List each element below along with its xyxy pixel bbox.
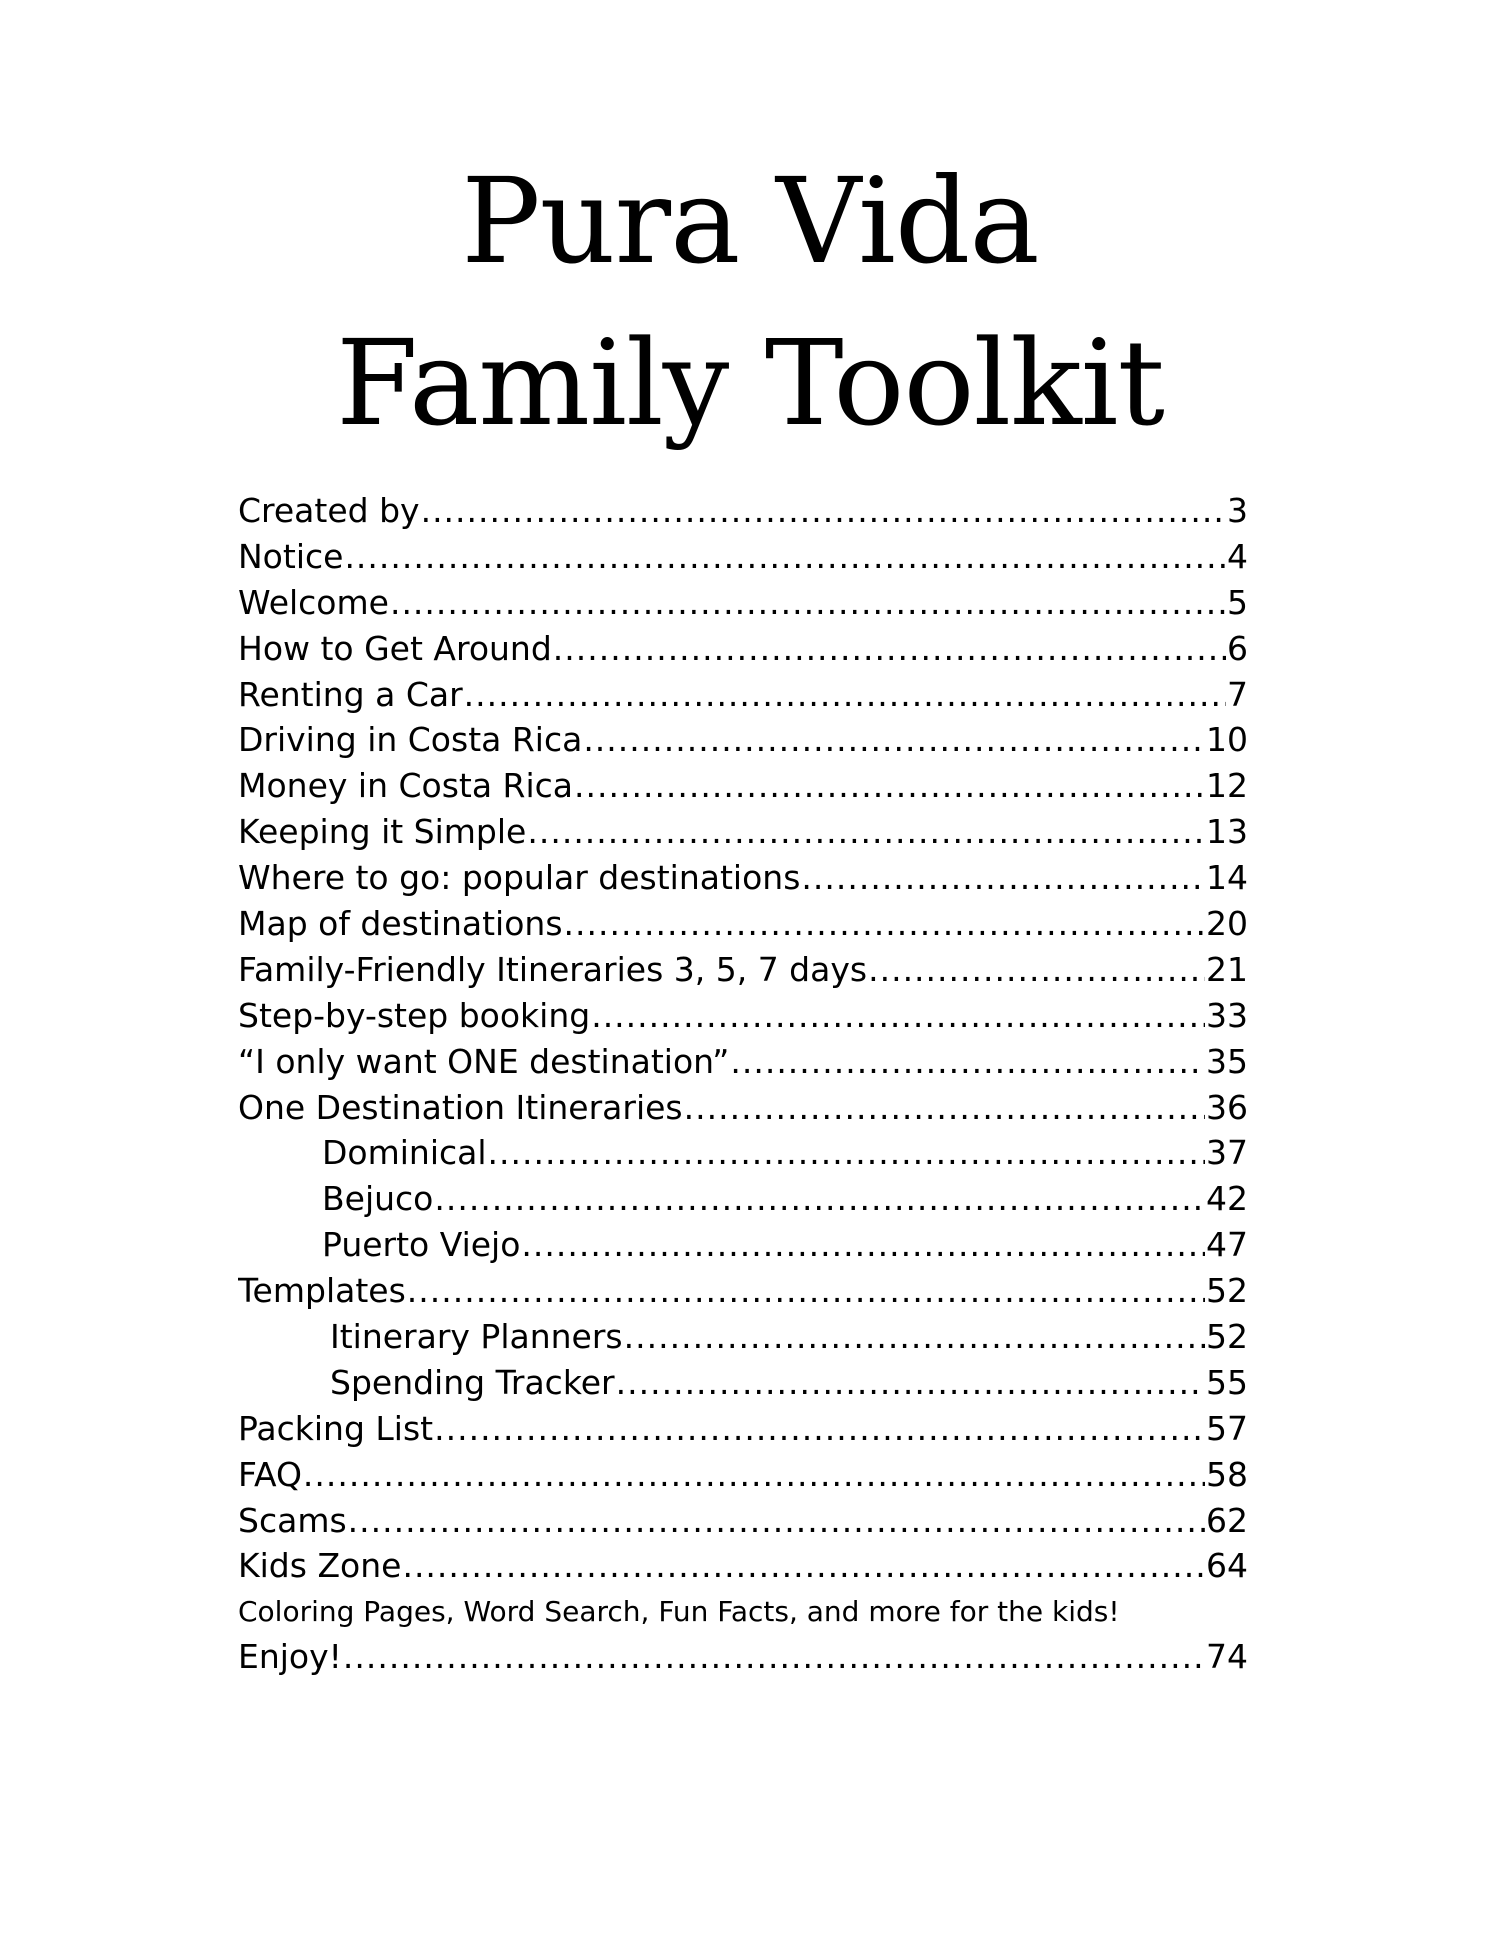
toc-leader-dots — [407, 1268, 1205, 1314]
toc-label: Welcome — [238, 582, 389, 622]
toc-page-number: 5 — [1227, 582, 1248, 622]
toc-page-number: 3 — [1227, 491, 1248, 530]
toc-label: “I only want ONE destination” — [238, 1041, 730, 1081]
toc-page-number: 37 — [1206, 1133, 1248, 1173]
toc-label: Driving in Costa Rica — [238, 720, 583, 760]
toc-entry-how-to-get-around — [238, 626, 1248, 672]
toc-page-number: 64 — [1206, 1546, 1248, 1586]
toc-entry-family-friendly-itineraries — [238, 947, 1248, 993]
toc-entry-welcome — [238, 580, 1248, 626]
toc-entry-renting-a-car — [238, 672, 1248, 718]
toc-leader-dots — [730, 1039, 1205, 1085]
toc-subentry-itinerary-planners — [238, 1314, 1248, 1360]
toc-page-number: 55 — [1206, 1362, 1248, 1402]
toc-entry-templates — [238, 1268, 1248, 1314]
toc-label: One Destination Itineraries — [238, 1087, 683, 1127]
toc-page-number: 13 — [1206, 812, 1248, 852]
toc-entry-step-by-step-booking — [238, 993, 1248, 1039]
toc-entry-created-by — [238, 488, 1248, 534]
toc-leader-dots — [344, 534, 1226, 580]
toc-page-number: 36 — [1206, 1087, 1248, 1127]
toc-leader-dots — [564, 901, 1205, 947]
toc-leader-dots — [527, 809, 1205, 855]
toc-page-number: 52 — [1206, 1271, 1248, 1311]
toc-subentry-bejuco — [238, 1176, 1248, 1222]
toc-subentry-puerto-viejo — [238, 1222, 1248, 1268]
toc-label: Money in Costa Rica — [238, 766, 574, 806]
toc-subentry-dominical — [238, 1130, 1248, 1176]
toc-label: Puerto Viejo — [322, 1225, 521, 1265]
toc-leader-dots — [402, 1543, 1205, 1589]
toc-label: Templates — [238, 1271, 406, 1311]
toc-entry-enjoy — [238, 1634, 1248, 1680]
toc-label: Keeping it Simple — [238, 812, 527, 852]
toc-leader-dots — [624, 1314, 1205, 1360]
toc-label: Renting a Car — [238, 674, 463, 714]
toc-leader-dots — [868, 947, 1205, 993]
toc-label: Packing List — [238, 1408, 434, 1448]
document-title — [0, 140, 1500, 464]
kids-zone-note: Coloring Pages, Word Search, Fun Facts, and more for the kids! — [238, 1595, 1120, 1629]
toc-leader-dots — [616, 1360, 1205, 1406]
toc-page-number: 6 — [1227, 628, 1248, 668]
toc-leader-dots — [434, 1176, 1205, 1222]
toc-leader-dots — [684, 1085, 1205, 1131]
toc-label: Map of destinations — [238, 904, 563, 944]
toc-label: Dominical — [322, 1133, 487, 1173]
toc-leader-dots — [583, 717, 1205, 763]
toc-page-number: 12 — [1206, 766, 1248, 806]
toc-leader-dots — [464, 672, 1226, 718]
toc-page-number: 4 — [1227, 536, 1248, 576]
toc-label: Created by — [238, 491, 420, 530]
toc-entry-map-of-destinations — [238, 901, 1248, 947]
toc-leader-dots — [488, 1130, 1205, 1176]
toc-leader-dots — [591, 993, 1205, 1039]
toc-entry-packing-list — [238, 1406, 1248, 1452]
toc-label: Bejuco — [322, 1179, 434, 1219]
toc-label: How to Get Around — [238, 628, 552, 668]
table-of-contents — [238, 488, 1248, 1680]
toc-leader-dots — [553, 626, 1226, 672]
toc-label: Spending Tracker — [330, 1362, 615, 1402]
toc-leader-dots — [521, 1222, 1205, 1268]
toc-page-number: 74 — [1206, 1637, 1248, 1677]
toc-label: Family-Friendly Itineraries 3, 5, 7 days — [238, 949, 868, 989]
toc-entry-where-to-go — [238, 855, 1248, 901]
toc-label: Step-by-step booking — [238, 995, 591, 1035]
toc-entry-money-in-costa-rica — [238, 763, 1248, 809]
toc-page-number: 47 — [1206, 1225, 1248, 1265]
toc-leader-dots — [421, 488, 1226, 534]
toc-entry-one-destination — [238, 1039, 1248, 1085]
toc-page-number: 21 — [1206, 949, 1248, 989]
toc-subentry-spending-tracker — [238, 1360, 1248, 1406]
toc-page-number: 57 — [1206, 1408, 1248, 1448]
toc-label: FAQ — [238, 1454, 302, 1494]
toc-leader-dots — [390, 580, 1226, 626]
toc-page-number: 62 — [1206, 1500, 1248, 1540]
toc-entry-keeping-it-simple — [238, 809, 1248, 855]
title-line-1: Pura Vida — [461, 152, 1039, 290]
toc-leader-dots — [348, 1498, 1205, 1544]
toc-entry-driving-in-costa-rica — [238, 717, 1248, 763]
toc-page-number: 52 — [1206, 1317, 1248, 1357]
toc-page-number: 35 — [1206, 1041, 1248, 1081]
toc-page-number: 58 — [1206, 1454, 1248, 1494]
toc-leader-dots — [303, 1452, 1205, 1498]
toc-page-number: 33 — [1206, 995, 1248, 1035]
toc-page-number: 7 — [1227, 674, 1248, 714]
toc-page-number: 10 — [1206, 720, 1248, 760]
toc-leader-dots — [434, 1406, 1205, 1452]
toc-label: Kids Zone — [238, 1546, 402, 1586]
toc-label: Notice — [238, 536, 344, 576]
toc-leader-dots — [574, 763, 1205, 809]
toc-entry-faq — [238, 1452, 1248, 1498]
toc-leader-dots — [801, 855, 1205, 901]
toc-page-number: 14 — [1206, 858, 1248, 898]
toc-label: Enjoy! — [238, 1637, 342, 1677]
toc-label: Scams — [238, 1500, 347, 1540]
toc-entry-notice — [238, 534, 1248, 580]
title-line-2: Family Toolkit — [336, 314, 1164, 452]
toc-page-number: 20 — [1206, 904, 1248, 944]
toc-label: Where to go: popular destinations — [238, 858, 801, 898]
toc-label: Itinerary Planners — [330, 1317, 623, 1357]
toc-leader-dots — [343, 1634, 1205, 1680]
toc-entry-kids-zone — [238, 1543, 1248, 1589]
toc-entry-scams — [238, 1498, 1248, 1544]
toc-entry-one-destination-itineraries — [238, 1085, 1248, 1131]
toc-page-number: 42 — [1206, 1179, 1248, 1219]
